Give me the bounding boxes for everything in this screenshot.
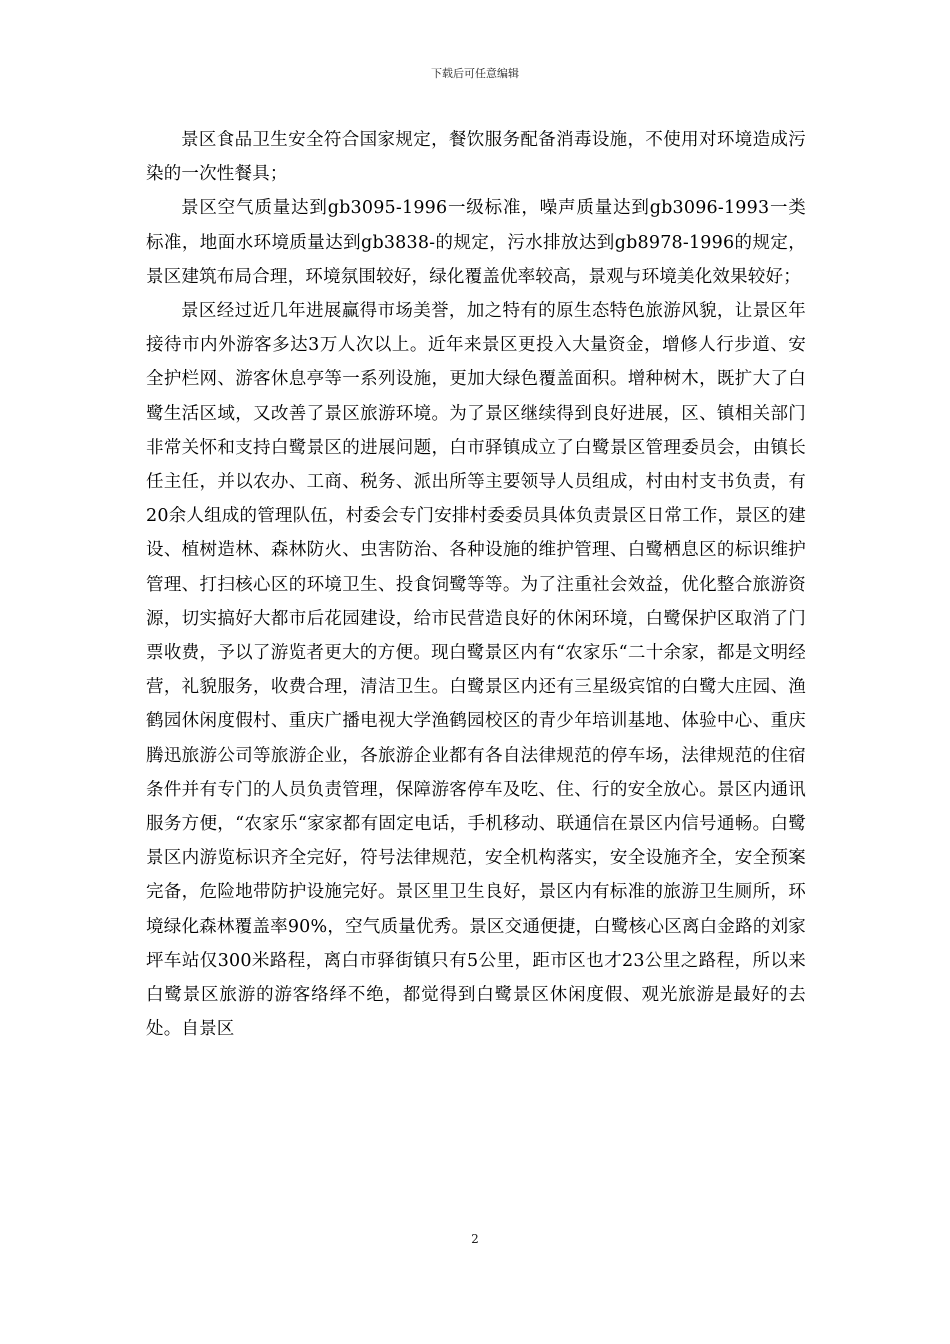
page-number: 2 <box>471 1232 479 1246</box>
paragraph-environment-quality: 景区空气质量达到gb3095-1996一级标准，噪声质量达到gb3096-1993一类标准，地面水环境质量达到gb3838-的规定，污水排放达到gb8978-1996的规定，景区建筑布局合理，环境氛围较好，绿化覆盖优率较高，景观与环境美化效果较好； <box>146 198 806 287</box>
paragraph-scenic-development: 景区经过近几年进展赢得市场美誉，加之特有的原生态特色旅游风貌，让景区年接待市内外游客多达3万人次以上。近年来景区更投入大量资金，增修人行步道、安全护栏网、游客休息亭等一系列设施，更加大绿色覆盖面积。增种树木，既扩大了白鹭生活区域，又改善了景区旅游环境。为了景区继续得到良好进展，区、镇相关部门非常关怀和支持白鹭景区的进展问题，白市驿镇成立了白鹭景区管理委员会，由镇长任主任，并以农办、工商、税务、派出所等主要领导人员组成，村由村支书负责，有20余人组成的管理队伍，村委会专门安排村委委员具体负责景区日常工作，景区的建设、植树造林、森林防火、虫害防治、各种设施的维护管理、白鹭栖息区的标识维护管理、打扫核心区的环境卫生、投食饲鹭等等。为了注重社会效益，优化整合旅游资源，切实搞好大都市后花园建设，给市民营造良好的休闲环境，白鹭保护区取消了门票收费，予以了游览者更大的方便。现白鹭景区内有“农家乐“二十余家，都是文明经营，礼貌服务，收费合理，清洁卫生。白鹭景区内还有三星级宾馆的白鹭大庄园、渔鹤园休闲度假村、重庆广播电视大学渔鹤园校区的青少年培训基地、体验中心、重庆腾迅旅游公司等旅游企业，各旅游企业都有各自法律规范的停车场，法律规范的住宿条件并有专门的人员负责管理，保障游客停车及吃、住、行的安全放心。景区内通讯服务方便，“农家乐“家家都有固定电话，手机移动、联通信在景区内信号通畅。白鹭景区内游览标识齐全完好，符号法律规范，安全机构落实，安全设施齐全，安全预案完备，危险地带防护设施完好。景区里卫生良好，景区内有标准的旅游卫生厕所，环境绿化森林覆盖率90%，空气质量优秀。景区交通便捷，白鹭核心区离白金路的刘家坪车站仅300米路程，离白市驿街镇只有5公里，距市区也才23公里之路程，所以来白鹭景区旅游的游客络绎不绝，都觉得到白鹭景区休闲度假、观光旅游是最好的去处。自景区 <box>146 301 806 1040</box>
page-header: 下载后可任意编辑 <box>431 67 519 80</box>
body-text <box>146 123 806 1046</box>
paragraph-food-safety: 景区食品卫生安全符合国家规定，餐饮服务配备消毒设施，不使用对环境造成污染的一次性餐具； <box>146 130 806 185</box>
